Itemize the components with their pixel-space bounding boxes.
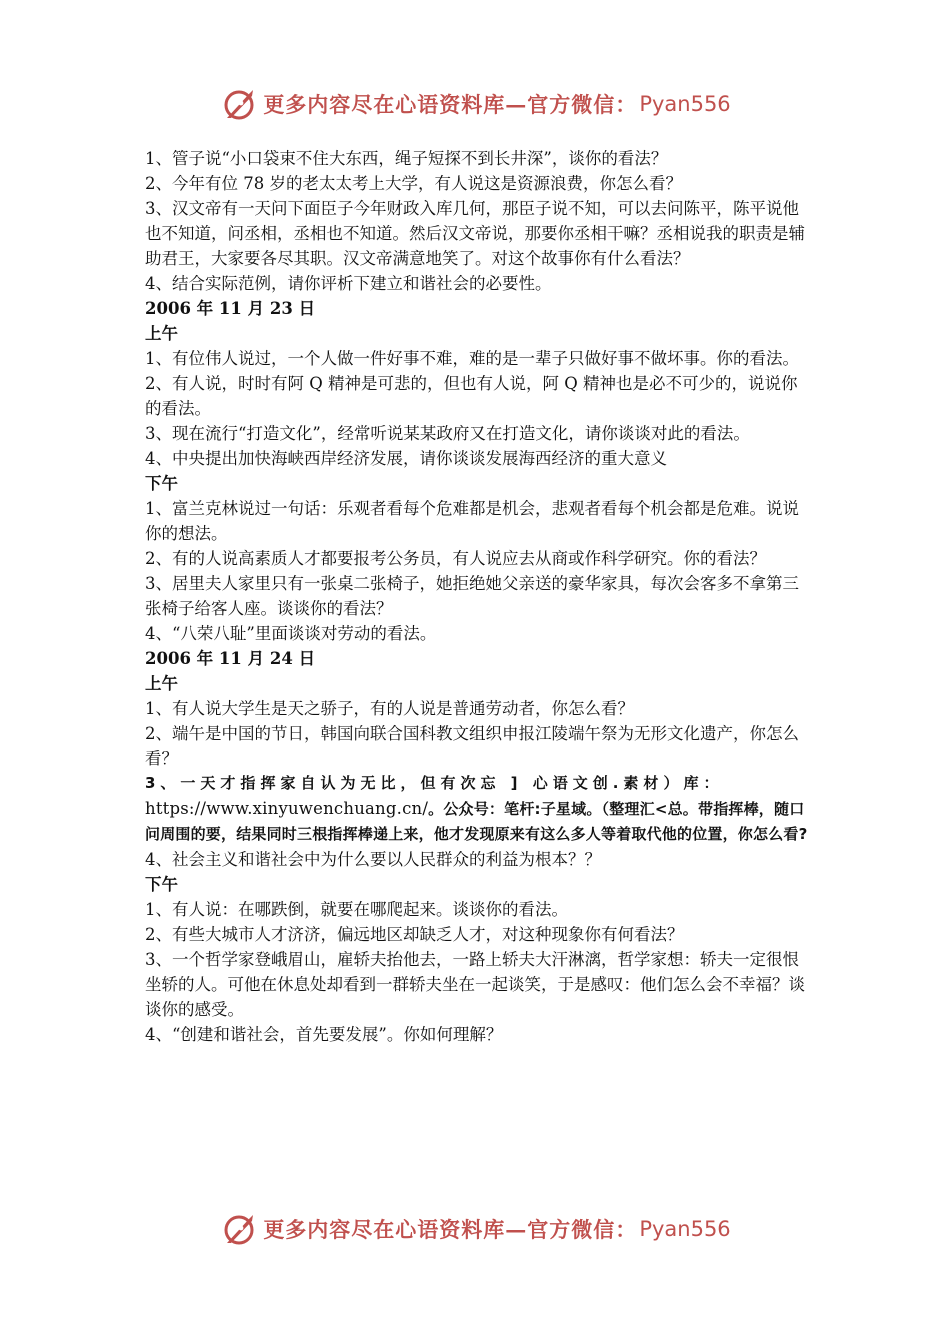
date-heading: 2006 年 11 月 23 日 [145, 299, 316, 318]
banner-wechat-id: Pyan556 [639, 1217, 731, 1241]
header-banner [0, 82, 950, 126]
question: 1、有人说大学生是天之骄子，有的人说是普通劳动者，你怎么看？ [145, 699, 634, 718]
question: 4、中央提出加快海峡西岸经济发展，请你谈谈发展海西经济的重大意义 [145, 449, 667, 468]
question: 4、“八荣八耻”里面谈谈对劳动的看法。 [145, 624, 437, 643]
question: 1、管子说“小口袋束不住大东西，绳子短探不到长井深”，谈你的看法？ [145, 149, 668, 168]
question: 1、有人说：在哪跌倒，就要在哪爬起来。谈谈你的看法。 [145, 900, 568, 919]
banner-wechat-id: Pyan556 [639, 92, 731, 116]
question: 1、富兰克林说过一句话：乐观者看每个危难都是机会，悲观者看每个机会都是危难。说说你的想法。 [145, 499, 799, 543]
question: 2、端午是中国的节日，韩国向联合国科教文组织申报江陵端午祭为无形文化遗产，你怎么看？ [145, 724, 799, 768]
banner-text: 更多内容尽在心语资料库—官方微信： [263, 92, 638, 117]
question-mixed [145, 771, 810, 847]
document-body [145, 146, 810, 1047]
question: 4、结合实际范例，请你评析下建立和谐社会的必要性。 [145, 274, 552, 293]
question: 3、汉文帝有一天问下面臣子今年财政入库几何，那臣子说不知，可以去问陈平，陈平说他也不知道，问丞相，丞相也不知道。然后汉文帝说，那要你丞相干嘛？丞相说我的职责是辅助君王，大家要各尽其职。汉文帝满意地笑了。对这个故事你有什么看法？ [145, 199, 805, 268]
question: 3、现在流行“打造文化”，经常听说某某政府又在打造文化，请你谈谈对此的看法。 [145, 424, 750, 443]
question: 1、有位伟人说过，一个人做一件好事不难，难的是一辈子只做好事不做坏事。你的看法。 [145, 349, 799, 368]
question: 3、一个哲学家登峨眉山，雇轿夫抬他去，一路上轿夫大汗淋漓，哲学家想：轿夫一定很恨坐轿的人。可他在休息处却看到一群轿夫坐在一起谈笑，于是感叹：他们怎么会不幸福？谈谈你的感受。 [145, 950, 805, 1019]
question: 4、社会主义和谐社会中为什么要以人民群众的利益为根本？？ [145, 850, 601, 869]
section-afternoon: 下午 [145, 875, 178, 894]
question: 2、有的人说高素质人才都要报考公务员，有人说应去从商或作科学研究。你的看法？ [145, 549, 766, 568]
question-part: 。公众号：笔杆:子星域。（整理汇<总。 [428, 800, 698, 818]
pen-circle-icon [219, 1209, 259, 1249]
question: 2、有些大城市人才济济，偏远地区却缺乏人才，对这种现象你有何看法？ [145, 925, 684, 944]
source-url: https://www.xinyuwenchuang.cn/ [145, 799, 429, 818]
banner-text: 更多内容尽在心语资料库—官方微信： [263, 1217, 638, 1242]
question: 4、“创建和谐社会，首先要发展”。你如何理解？ [145, 1025, 503, 1044]
question-part: 带指挥棒，随口问周围的要，结果同时三根指挥棒递上来，他才发现原来有这么多人等着取代他的位置，你怎么看? [145, 800, 808, 843]
question: 2、有人说，时时有阿 Q 精神是可悲的，但也有人说，阿 Q 精神也是必不可少的，说说你的看法。 [145, 374, 798, 418]
section-morning: 上午 [145, 324, 178, 343]
date-heading: 2006 年 11 月 24 日 [145, 649, 316, 668]
footer-banner [0, 1207, 950, 1251]
section-afternoon: 下午 [145, 474, 178, 493]
question: 2、今年有位 78 岁的老太太考上大学，有人说这是资源浪费，你怎么看？ [145, 174, 682, 193]
question-part: 3、一天才指挥家自认为无比，但有次忘 ] 心语文创.素材）库： [145, 774, 724, 792]
section-morning: 上午 [145, 674, 178, 693]
pen-circle-icon [219, 84, 259, 124]
question: 3、居里夫人家里只有一张桌二张椅子，她拒绝她父亲送的豪华家具，每次会客多不拿第三张椅子给客人座。谈谈你的看法？ [145, 574, 799, 618]
